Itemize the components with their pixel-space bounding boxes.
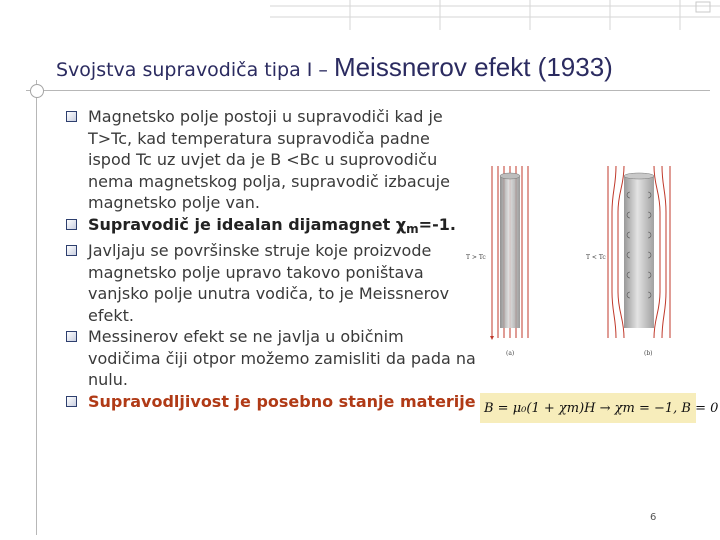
meissner-formula: B = μ₀(1 + χm)H → χm = −1, B = 0 [480, 393, 696, 423]
side-rule [36, 80, 37, 535]
checkbox-bullet-icon [66, 219, 77, 230]
bullet-text-suffix: =-1. [418, 214, 456, 234]
title-part-1: Svojstva supravodiča tipa I – [56, 59, 334, 81]
meissner-figure [462, 162, 708, 362]
title-rule [26, 90, 710, 91]
bullet-item [66, 240, 476, 326]
bullet-text: Messinerov efekt se ne javlja u običnim vodičima čiji otpor možemo zamisliti da pada na nulu. [88, 327, 476, 389]
bullet-item [66, 326, 476, 391]
bullet-item [66, 391, 476, 413]
bullet-text: Javljaju se površinske struje koje proizvode magnetsko polje upravo takovo poništava vanjsko polje unutra vodiča, to je Meissnerov efekt. [88, 241, 450, 325]
caption-b: (b) [644, 350, 653, 357]
checkbox-bullet-icon [66, 331, 77, 342]
bullet-text: Supravodič je idealan dijamagnet [88, 214, 396, 234]
label-t-below-tc: T < Tc [586, 254, 606, 261]
bullet-text: Supravodljivost je posebno stanje materije [88, 391, 476, 411]
title-part-2: Meissnerov efekt (1933) [333, 52, 613, 82]
bullet-text: Magnetsko polje postoji u supravodiči kad je T>Tc, kad temperatura supravodiča padne ispod Tc uz uvjet da je B <Bc u suprovodiču nema magnetskog polja, supravodič izbacuje magnetsko polje van. [88, 107, 450, 212]
checkbox-bullet-icon [66, 111, 77, 122]
slide-title [56, 52, 696, 83]
meissner-diagram [462, 162, 708, 362]
decorative-grid [270, 0, 720, 30]
conductor-cylinder-normal [500, 176, 520, 328]
chi-symbol: χ [395, 214, 407, 234]
chi-subscript: m [406, 221, 419, 236]
bullet-item [66, 214, 476, 241]
checkbox-bullet-icon [66, 396, 77, 407]
page-number: 6 [650, 512, 657, 523]
checkbox-bullet-icon [66, 245, 77, 256]
caption-a: (a) [506, 350, 515, 357]
label-t-above-tc: T > Tc [466, 254, 486, 261]
bullet-list [66, 106, 476, 412]
bullet-item [66, 106, 476, 214]
rule-crosshair-circle [30, 84, 44, 98]
